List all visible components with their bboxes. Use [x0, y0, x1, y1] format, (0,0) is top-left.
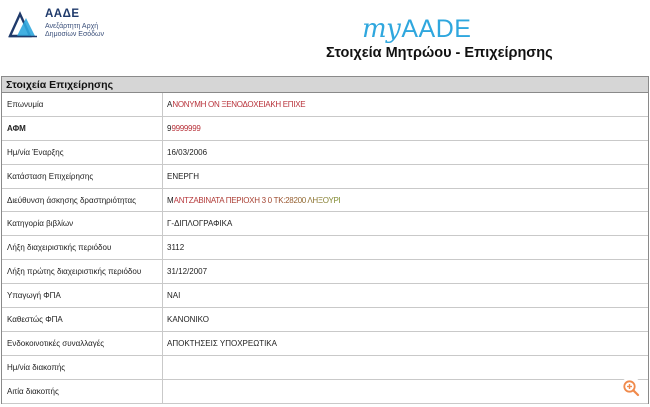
- field-label: Καθεστώς ΦΠΑ: [2, 308, 163, 331]
- field-label: ΑΦΜ: [2, 117, 163, 140]
- field-value: [163, 308, 648, 331]
- aade-logo: [8, 6, 104, 42]
- table-row: [2, 308, 648, 332]
- field-label: Επωνυμία: [2, 93, 163, 116]
- field-value: [163, 260, 648, 283]
- value-text: ΝΑΙ: [167, 291, 181, 301]
- field-value: [163, 117, 648, 140]
- field-value: [163, 141, 648, 164]
- field-value: [163, 356, 648, 379]
- value-text: ΕΝΕΡΓΗ: [167, 171, 199, 181]
- field-value: [163, 212, 648, 235]
- redacted-value: 9999999: [171, 123, 201, 133]
- value-text: 31/12/2007: [167, 267, 208, 277]
- field-label: Κατάσταση Επιχείρησης: [2, 165, 163, 188]
- logo-text: [45, 9, 104, 39]
- field-label: Ενδοκοινοτικές συναλλαγές: [2, 332, 163, 355]
- brand-name: AADE: [401, 15, 472, 43]
- table-row: [2, 260, 648, 284]
- table-row: [2, 117, 648, 141]
- aade-logo-icon: [8, 10, 38, 38]
- page-title: Στοιχεία Μητρώου - Επιχείρησης: [326, 45, 553, 61]
- field-label: Λήξη διαχειριστικής περιόδου: [2, 236, 163, 259]
- field-label: Υπαγωγή ΦΠΑ: [2, 284, 163, 307]
- field-label: Διεύθυνση άσκησης δραστηριότητας: [2, 189, 163, 212]
- table-row: [2, 332, 648, 356]
- redacted-value: ΝΟΝΥΜΗ ΟΝ ΞΕΝΟΔΟΧΕΙΑΚΗ ΕΠΙΧΕ: [172, 99, 306, 109]
- table-row: [2, 93, 648, 117]
- field-value: [163, 380, 648, 403]
- value-text: 16/03/2006: [167, 147, 208, 157]
- table-row: [2, 212, 648, 236]
- table-rows: [2, 93, 648, 404]
- table-row: [2, 284, 648, 308]
- value-text: 3112: [167, 243, 185, 253]
- logo-subtitle-line2: Δημοσίων Εσόδων: [45, 30, 105, 38]
- field-label: Λήξη πρώτης διαχειριστικής περιόδου: [2, 260, 163, 283]
- field-value: [163, 236, 648, 259]
- value-text: ΚΑΝΟΝΙΚΟ: [167, 314, 209, 324]
- field-label: Ημ/νία Έναρξης: [2, 141, 163, 164]
- value-prefix: Μ: [167, 195, 174, 205]
- table-row: [2, 165, 648, 189]
- field-value: [163, 165, 648, 188]
- field-value: [163, 284, 648, 307]
- field-value: [163, 189, 648, 212]
- table-row: [2, 189, 648, 213]
- myaade-brand: [362, 2, 471, 44]
- field-label: Ημ/νία διακοπής: [2, 356, 163, 379]
- registry-table: [1, 76, 649, 404]
- field-value: [163, 332, 648, 355]
- value-text: Γ-ΔΙΠΛΟΓΡΑΦΙΚΑ: [167, 219, 233, 229]
- redacted-value: ΑΝΤΖΑΒΙΝΑΤΑ ΠΕΡΙΟΧΗ 3 0 ΤΚ:28200 ΛΗΞΟΥΡΙ: [173, 195, 341, 205]
- value-text: ΑΠΟΚΤΗΣΕΙΣ ΥΠΟΧΡΕΩΤΙΚΑ: [167, 338, 277, 348]
- section-header: Στοιχεία Επιχείρησης: [2, 77, 648, 93]
- field-value: [163, 93, 648, 116]
- table-row: [2, 380, 648, 404]
- field-label: Κατηγορία βιβλίων: [2, 212, 163, 235]
- table-row: [2, 236, 648, 260]
- value-prefix: Α: [167, 99, 173, 109]
- zoom-in-icon: [622, 379, 640, 397]
- zoom-button[interactable]: [620, 377, 642, 399]
- logo-title: ΑΑΔΕ: [45, 8, 80, 21]
- value-prefix: 9: [167, 123, 172, 133]
- table-row: [2, 356, 648, 380]
- brand-my: my: [362, 14, 401, 44]
- field-label: Αιτία διακοπής: [2, 380, 163, 403]
- logo-subtitle-line1: Ανεξάρτητη Αρχή: [45, 22, 99, 30]
- table-row: [2, 141, 648, 165]
